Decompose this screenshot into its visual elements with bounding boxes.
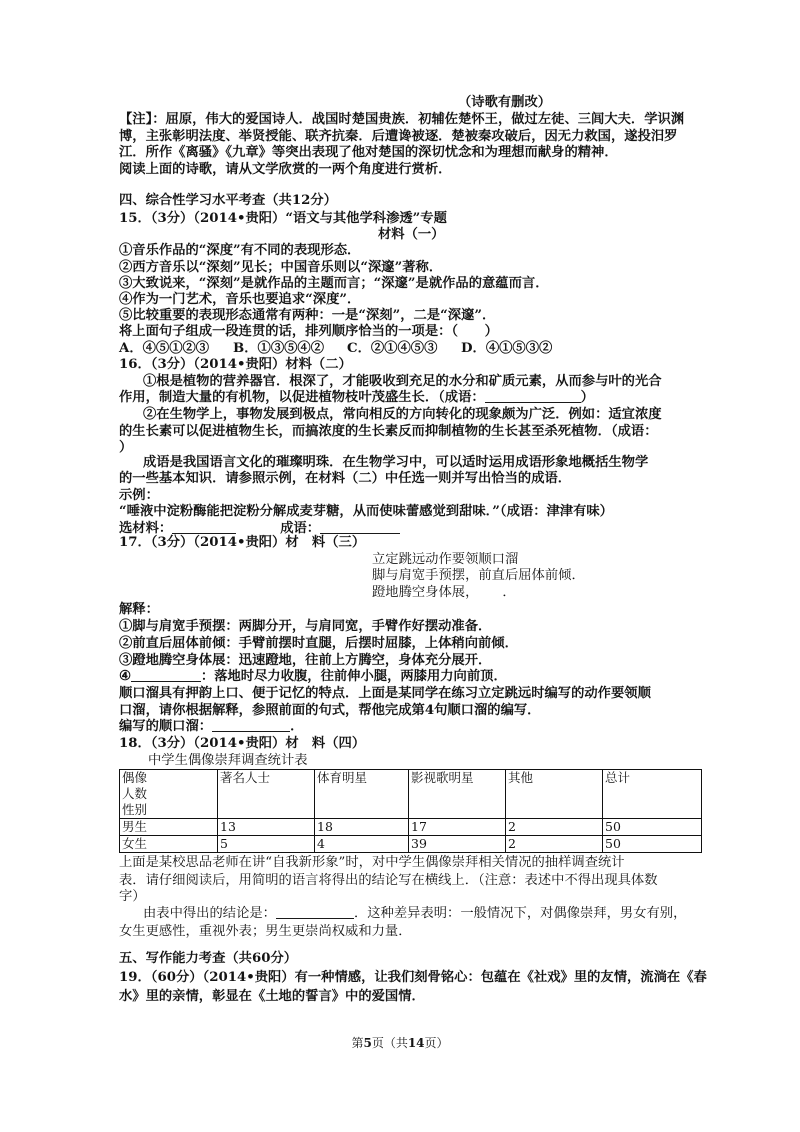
section-5-title: 五、写作能力考查（共60分） <box>119 951 298 966</box>
answer-blank <box>485 389 581 403</box>
section-4-title: 四、综合性学习水平考查（共12分） <box>119 193 337 208</box>
example-label: 示例： <box>119 488 159 503</box>
question-17-stem: 17．（3分）（2014•贵阳）材 料（三） <box>119 535 366 550</box>
question-17-answer-line <box>119 718 303 735</box>
total-pages: 14 <box>407 1036 425 1050</box>
material-1-sentence: ③大致说来，“深刻”是就作品的主题而言；“深邃”是就作品的意蕴而言． <box>119 276 549 291</box>
corner-label: 性别 <box>122 802 148 817</box>
question-15-instruction: 将上面句子组成一段连贯的话，排列顺序恰当的一项是：（ ） <box>119 324 498 339</box>
material-1-sentence: ①音乐作品的“深度”有不同的表现形态． <box>119 243 361 258</box>
answer-material-label: 选材料： <box>119 521 173 536</box>
material-1-sentence: ②西方音乐以“深刻”见长；中国音乐则以“深邃”著称． <box>119 260 443 275</box>
bracket-close: ） <box>580 390 594 405</box>
column-header: 其他 <box>506 770 603 819</box>
conclusion-text: ．这种差异表明：一般情况下，对偶像崇拜，男女有别， <box>353 906 687 921</box>
table-corner-cell <box>120 770 218 819</box>
option-order: ①③⑤④② <box>257 341 325 356</box>
table-cell: 13 <box>218 819 315 836</box>
page-footer <box>0 1035 800 1051</box>
rhyme-line-end: ． <box>502 585 516 600</box>
answer-label: 编写的顺口溜： <box>119 719 213 734</box>
option-c <box>347 340 461 357</box>
conclusion-label: 由表中得出的结论是： <box>143 906 276 921</box>
poem-source-note: （诗歌有删改） <box>458 95 552 110</box>
explanation-item: ③蹬地腾空身体展：迅速蹬地，往前上方腾空，身体充分展开． <box>119 653 492 668</box>
option-letter: B． <box>233 341 258 356</box>
option-a <box>119 340 233 357</box>
answer-blank <box>276 905 354 919</box>
answer-blank <box>212 718 290 732</box>
column-header: 影视歌明星 <box>409 770 506 819</box>
material-2-item-1-cont <box>119 389 594 406</box>
answer-blank <box>131 668 201 682</box>
answer-idiom-label: 成语： <box>280 521 321 536</box>
table-cell: 2 <box>506 836 603 853</box>
table-cell: 2 <box>506 819 603 836</box>
poem-annotation-line: 江．所作《离骚》《九章》等突出表现了他对楚国的深切忧念和为理想而献身的精神． <box>119 145 618 160</box>
material-1-title: 材料（一） <box>378 227 445 242</box>
example-text: “唾液中淀粉酶能把淀粉分解成麦芽糖，从而使味蕾感觉到甜味．”（成语：津津有味） <box>119 504 613 519</box>
option-order: ②①④⑤③ <box>370 341 438 356</box>
corner-label: 人数 <box>122 786 148 801</box>
rhyme-title: 立定跳远动作要领顺口溜 <box>372 552 519 567</box>
question-15-options <box>119 340 575 357</box>
option-order: ④①⑤③② <box>485 341 553 356</box>
column-header: 总计 <box>603 770 702 819</box>
row-label: 女生 <box>120 836 218 853</box>
material-1-sentence: ⑤比较重要的表现形态通常有两种：一是“深刻”，二是“深邃”． <box>119 308 496 323</box>
option-letter: A． <box>119 341 143 356</box>
table-cell: 50 <box>603 836 702 853</box>
table-row <box>120 836 702 853</box>
explanation-text: ：落地时尽力收腹，往前伸小腿，两膝用力向前顶． <box>200 669 507 684</box>
row-label: 男生 <box>120 819 218 836</box>
question-17-task: 口溜，请你根据解释，参照前面的句式，帮他完成第4句顺口溜的编写． <box>119 703 541 718</box>
column-header: 著名人士 <box>218 770 315 819</box>
question-19-stem: 19．（60分）（2014•贵阳）有一种情感，让我们刻骨铭心：包蕴在《社戏》里的友情，流淌在《春 <box>119 970 707 985</box>
explanation-item <box>119 668 507 685</box>
material-1-sentence: ④作为一门艺术，音乐也要追求“深度”． <box>119 292 361 307</box>
table-row <box>120 819 702 836</box>
option-b <box>233 340 347 357</box>
poem-task: 阅读上面的诗歌，请从文学欣赏的一两个角度进行赏析． <box>119 162 452 177</box>
question-18-conclusion-cont: 女生更感性，重视外表；男生更崇尚权威和力量． <box>119 924 412 939</box>
question-18-description: 表．请仔细阅读后，用简明的语言将得出的结论写在横线上．（注意：表述中不得出现具体数 <box>119 873 658 888</box>
rhyme-line: 脚与肩宽手预摆，前直后屈体前倾． <box>372 568 585 583</box>
material-2-item-1-text: 作用，制造大量的有机物，以促进植物枝叶茂盛生长．（成语： <box>119 390 485 405</box>
footer-suffix: 页） <box>424 1036 449 1050</box>
option-order: ④⑤①②③ <box>142 341 210 356</box>
question-18-conclusion <box>119 905 686 922</box>
material-2-item-1: ①根是植物的营养器官．根深了，才能吸收到充足的水分和矿质元素，从而参与叶的光合 <box>143 374 662 389</box>
question-16-stem: 16．（3分）（2014•贵阳）材料（二） <box>119 357 352 372</box>
answer-blank <box>172 520 236 534</box>
corner-label: 偶像 <box>122 770 148 785</box>
poem-annotation-line: 博，主张彰明法度、举贤授能、联齐抗秦．后遭谗被逐．楚被秦攻破后，因无力救国，遂投汨罗 <box>119 129 678 144</box>
survey-table <box>119 769 702 853</box>
question-18-stem: 18．（3分）（2014•贵阳）材 料（四） <box>119 736 366 751</box>
answer-end: ． <box>290 719 304 734</box>
table-title: 中学生偶像崇拜调查统计表 <box>148 753 308 768</box>
rhyme-line-text: 蹬地腾空身体展， <box>372 585 479 600</box>
material-2-item-2-cont: 的生长素可以促进植物生长，而搞浓度的生长素反而抑制植物的生长甚至杀死植物．（成语： <box>119 424 658 439</box>
table-cell: 39 <box>409 836 506 853</box>
question-16-intro: 成语是我国语言文化的璀璨明珠．在生物学习中，可以适时运用成语形象地概括生物学 <box>143 455 649 470</box>
table-header-row <box>120 770 702 819</box>
explanation-item: ②前直后屈体前倾：手臂前摆时直腿，后摆时屈膝，上体稍向前倾． <box>119 636 518 651</box>
explanation-item: ①脚与肩宽手预摆：两脚分开，与肩同宽，手臂作好摆动准备． <box>119 619 492 634</box>
footer-middle: 页（共 <box>371 1036 408 1050</box>
rhyme-line <box>372 583 516 600</box>
question-19-stem-cont: 水》里的亲情，彰显在《土地的誓言》中的爱国情． <box>119 989 425 1004</box>
table-cell: 50 <box>603 819 702 836</box>
question-16-intro: 的一些基本知识．请参照示例，在材料（二）中任选一则并写出恰当的成语． <box>119 471 572 486</box>
question-17-task: 顺口溜具有押韵上口、便于记忆的特点．上面是某同学在练习立定跳远时编写的动作要领顺 <box>119 686 651 701</box>
footer-prefix: 第 <box>351 1036 364 1050</box>
answer-blank <box>320 520 400 534</box>
page-number: 5 <box>363 1036 372 1050</box>
table-cell: 17 <box>409 819 506 836</box>
option-letter: D． <box>461 341 486 356</box>
bracket-close: ） <box>119 440 133 455</box>
explain-label: 解释： <box>119 602 159 617</box>
option-d <box>461 340 575 357</box>
table-cell: 18 <box>315 819 409 836</box>
column-header: 体育明星 <box>315 770 409 819</box>
table-cell: 4 <box>315 836 409 853</box>
material-2-item-2: ②在生物学上，事物发展到极点，常向相反的方向转化的现象颇为广泛．例如：适宜浓度 <box>143 407 662 422</box>
option-letter: C． <box>347 341 371 356</box>
poem-annotation-line: 【注】：屈原，伟大的爱国诗人．战国时楚国贵族．初辅佐楚怀王，做过左徒、三闾大夫．学识渊 <box>119 112 685 127</box>
question-15-stem: 15．（3分）（2014•贵阳）“语文与其他学科渗透”专题 <box>119 211 447 226</box>
question-18-description: 字） <box>119 889 146 904</box>
explanation-number: ④ <box>119 669 131 684</box>
table-cell: 5 <box>218 836 315 853</box>
question-18-description: 上面是某校思品老师在讲“自我新形象”时，对中学生偶像崇拜相关情况的抽样调查统计 <box>119 855 625 870</box>
